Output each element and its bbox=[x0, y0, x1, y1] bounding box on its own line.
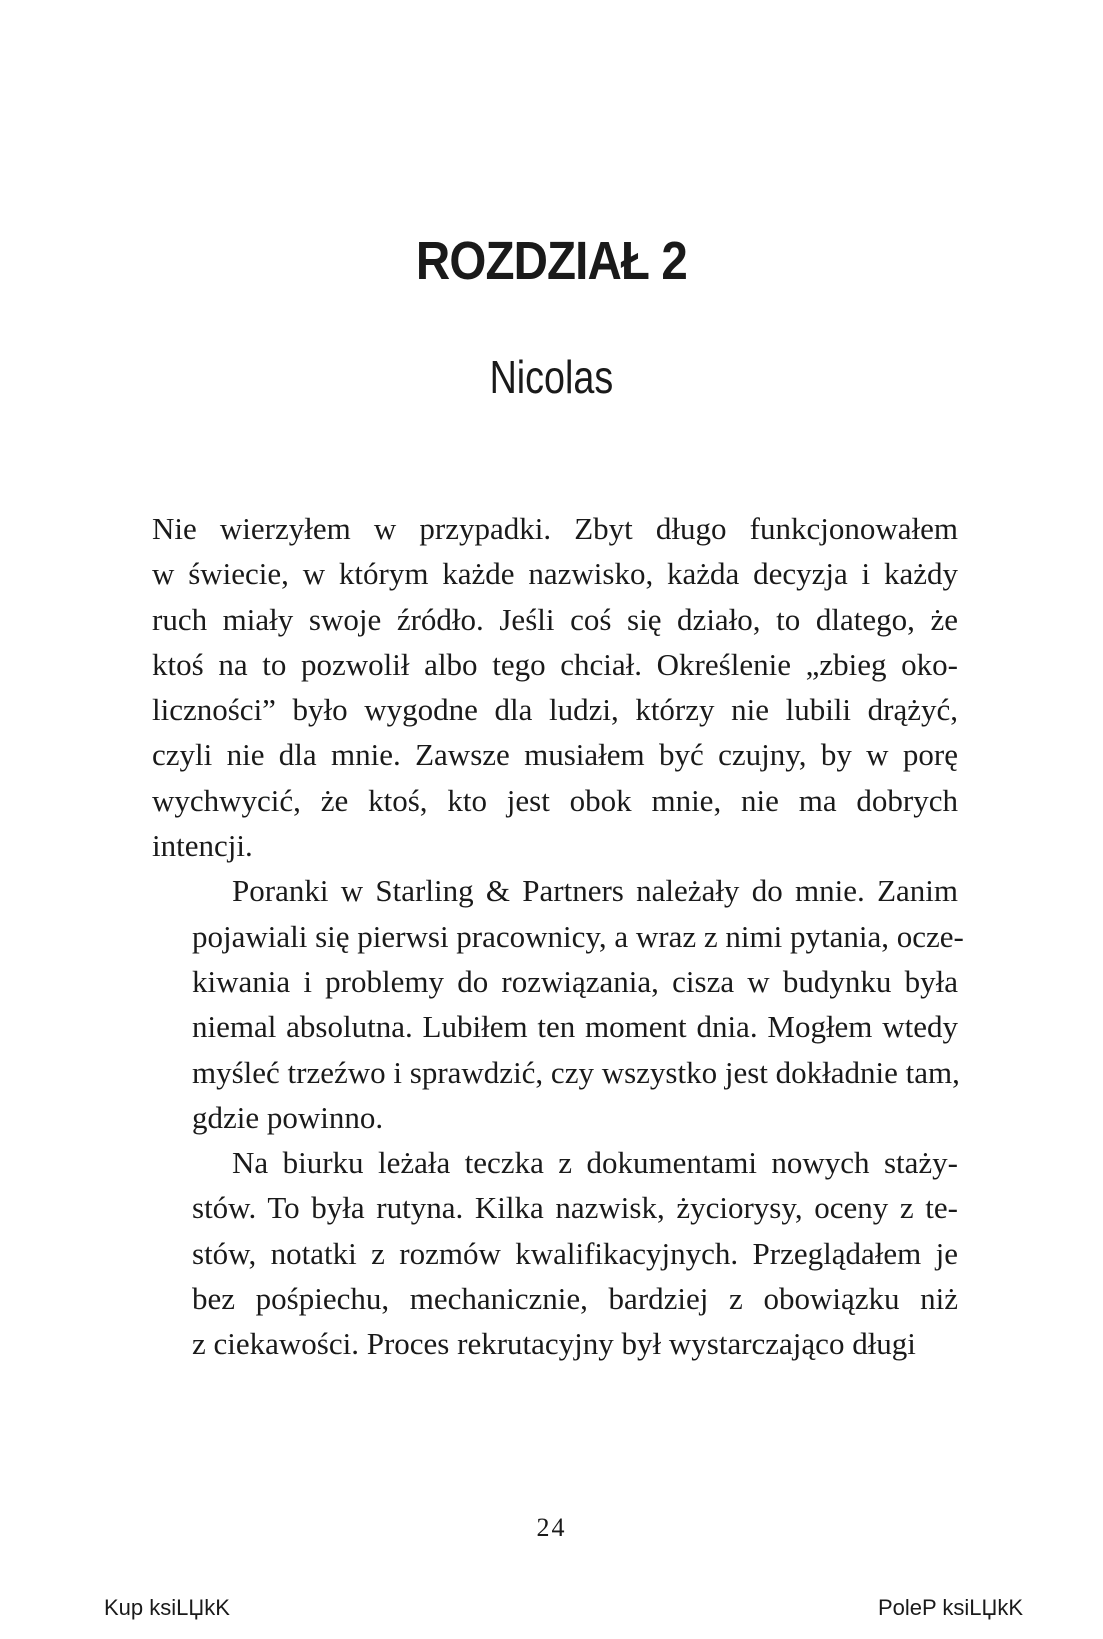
chapter-subtitle: Nicolas bbox=[489, 351, 614, 403]
text-line: kiwania i problemy do rozwiązania, cisza w budynku była bbox=[192, 963, 958, 999]
text-line: bez pośpiechu, mechanicznie, bardziej z obowiązku niż bbox=[192, 1281, 958, 1317]
footer-buy-book-link[interactable]: Kup ksiLЏkK bbox=[104, 1595, 230, 1620]
text-line: ruch miały swoje źródło. Jeśli coś się działo, to dlatego, że bbox=[152, 601, 958, 637]
text-line: stów. To była rutyna. Kilka nazwisk, życiorysy, oceny z te- bbox=[192, 1190, 958, 1226]
text-line: Nie wierzyłem w przypadki. Zbyt długo funkcjonowałem bbox=[152, 511, 958, 546]
body-text bbox=[152, 506, 964, 1367]
text-line: niemal absolutna. Lubiłem ten moment dnia. Mogłem wtedy bbox=[192, 1009, 958, 1045]
text-line: liczności” było wygodne dla ludzi, którzy nie lubili drążyć, bbox=[152, 692, 958, 728]
text-line: stów, notatki z rozmów kwalifikacyjnych. Przeglądałem je bbox=[192, 1235, 958, 1271]
paragraph bbox=[152, 1140, 958, 1366]
text-line: czyli nie dla mnie. Zawsze musiałem być czujny, by w porę bbox=[152, 737, 958, 773]
text-line: ktoś na to pozwolił albo tego chciał. Określenie „zbieg oko- bbox=[152, 646, 958, 682]
text-line: pojawiali się pierwsi pracownicy, a wraz z nimi pytania, ocze- bbox=[192, 918, 964, 954]
paragraph bbox=[152, 868, 964, 1140]
text-line: Na biurku leżała teczka z dokumentami nowych staży- bbox=[232, 1145, 958, 1181]
text-line: w świecie, w którym każde nazwisko, każda decyzja i każdy bbox=[152, 556, 958, 592]
paragraph bbox=[152, 506, 958, 868]
text-line: myśleć trzeźwo i sprawdzić, czy wszystko jest dokładnie tam, bbox=[192, 1054, 960, 1090]
text-line: z ciekawości. Proces rekrutacyjny był wystarczająco długi bbox=[192, 1326, 916, 1362]
text-line: gdzie powinno. bbox=[192, 1099, 384, 1135]
chapter-title: ROZDZIAŁ 2 bbox=[415, 231, 687, 291]
page-number: 24 bbox=[536, 1513, 567, 1542]
text-line: wychwycić, że ktoś, kto jest obok mnie, nie ma dobrych bbox=[152, 782, 958, 818]
text-line: intencji. bbox=[152, 828, 253, 864]
footer-recommend-book-link[interactable]: PoleP ksiLЏkK bbox=[877, 1595, 1023, 1620]
text-line: Poranki w Starling & Partners należały do mnie. Zanim bbox=[232, 873, 958, 909]
